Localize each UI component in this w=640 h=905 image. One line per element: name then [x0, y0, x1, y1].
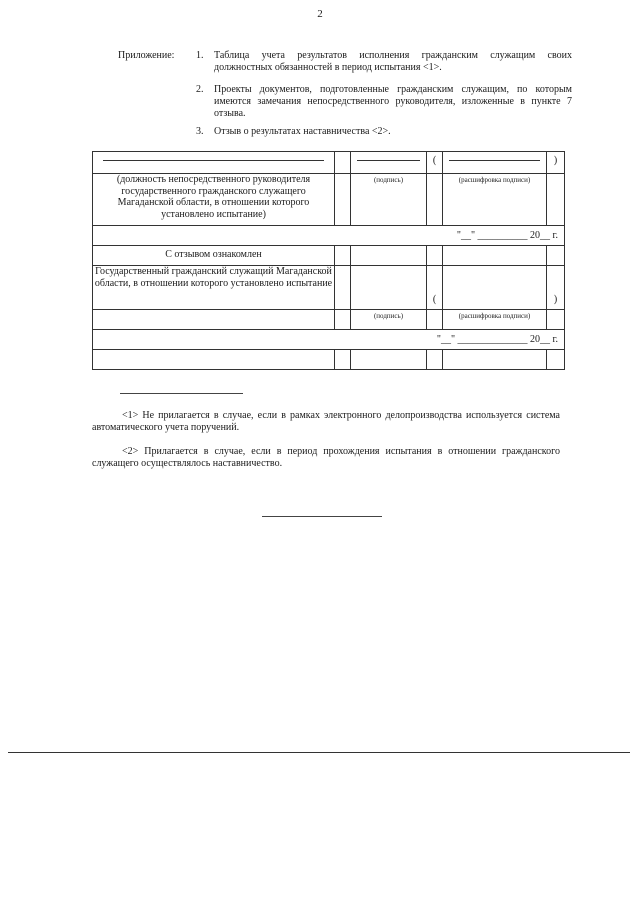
signature-table	[92, 151, 565, 370]
attachment-label: Приложение:	[118, 50, 175, 61]
close-parenthesis: )	[547, 266, 565, 310]
table-row	[93, 266, 565, 310]
signature-line-cell	[351, 152, 427, 174]
attachment-item-text: Проекты документов, подготовленные гражданским служащим, по которым имеются замечания непосредственного руководителя, изложенные в пункте 7 отзыва.	[214, 84, 572, 119]
closing-rule	[262, 516, 382, 517]
footnote: <1> Не прилагается в случае, если в рамках электронного делопроизводства используется система автоматического учета поручений.	[92, 410, 560, 433]
date-line: "__" __________ 20__ г.	[93, 226, 565, 246]
table-row	[93, 226, 565, 246]
open-parenthesis: (	[427, 266, 443, 310]
decoding-underline	[449, 159, 540, 161]
open-parenthesis: (	[427, 152, 443, 174]
attachment-item	[196, 50, 572, 74]
signature-underline	[357, 159, 420, 161]
attachment-item-text: Отзыв о результатах наставничества <2>.	[214, 126, 391, 137]
signature-line-cell	[351, 266, 427, 310]
attachment-item	[196, 84, 572, 120]
table-row	[93, 350, 565, 370]
signature-caption: (подпись)	[351, 310, 427, 330]
decoding-caption: (расшифровка подписи)	[443, 174, 547, 226]
employee-position: Государственный гражданский служащий Магаданской области, в отношении которого установлено испытание	[93, 266, 335, 310]
acknowledged-label: С отзывом ознакомлен	[93, 246, 335, 266]
decoding-caption: (расшифровка подписи)	[443, 310, 547, 330]
manager-position-line-cell	[93, 152, 335, 174]
table-row	[93, 330, 565, 350]
footnote-separator	[120, 393, 243, 394]
attachment-item-text: Таблица учета результатов исполнения гражданским служащим своих должностных обязанностей в период испытания <1>.	[214, 50, 572, 73]
signature-caption: (подпись)	[351, 174, 427, 226]
table-row	[93, 174, 565, 226]
date-line: "__" ______________ 20__ г.	[93, 330, 565, 350]
table-row	[93, 310, 565, 330]
attachment-item-number: 2.	[196, 84, 204, 95]
decoding-line-cell	[443, 266, 547, 310]
decoding-line-cell	[443, 152, 547, 174]
page-bottom-rule	[8, 752, 630, 753]
position-underline	[103, 159, 324, 161]
manager-position-caption: (должность непосредственного руководителя государственного гражданского служащего Магаданской области, в отношении которого установлено испытание)	[93, 174, 335, 226]
footnote: <2> Прилагается в случае, если в период прохождения испытания в отношении гражданского служащего осуществлялось наставничество.	[92, 446, 560, 469]
page-number: 2	[317, 8, 323, 20]
close-parenthesis: )	[547, 152, 565, 174]
table-row	[93, 246, 565, 266]
table-row	[93, 152, 565, 174]
attachment-item	[196, 126, 572, 138]
attachment-item-number: 3.	[196, 126, 204, 137]
attachment-item-number: 1.	[196, 50, 204, 61]
